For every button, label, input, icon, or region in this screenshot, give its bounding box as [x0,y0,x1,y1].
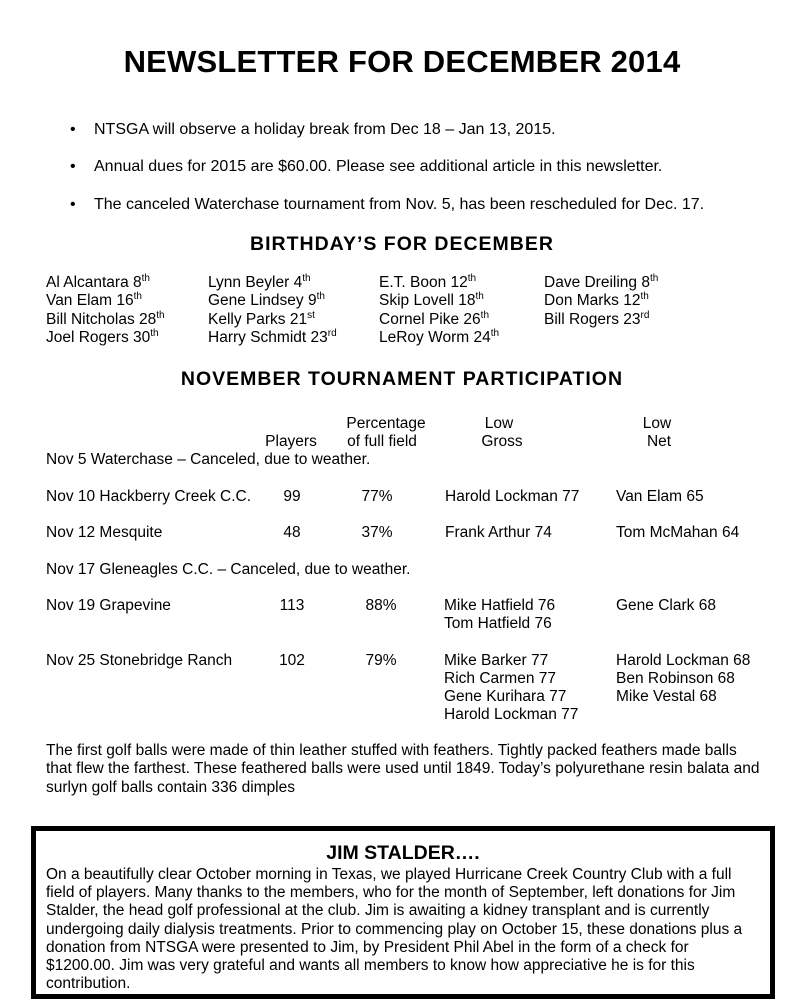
birthday-entry: Dave Dreiling 8th [544,273,659,291]
article-line: Stalder, the head golf professional at the club. Jim is awaiting a kidney transplant and is currently [46,902,710,920]
low-net-player: Gene Clark 68 [616,597,716,614]
announcement-item [70,121,556,139]
low-net-player: Ben Robinson 68 [616,670,735,687]
players-count: 113 [279,597,305,614]
low-gross-player: Mike Hatfield 76 [444,597,556,614]
field-percentage: 77% [361,488,393,505]
low-net-header-line2: Net [646,433,672,450]
birthday-entry: LeRoy Worm 24th [379,328,500,346]
low-gross-player: Tom Hatfield 76 [444,615,552,632]
bullet-icon: • [70,158,76,175]
article-line: field of players. Many thanks to the members, who for the month of September, left donations for Jim [46,884,736,902]
jim-stalder-article [31,826,775,999]
players-count: 102 [279,652,305,669]
birthday-entry: Cornel Pike 26th [379,310,490,328]
players-count: 99 [283,488,301,505]
birthday-entry: Bill Rogers 23rd [544,310,650,328]
tournament-event: Nov 10 Hackberry Creek C.C. [46,488,252,505]
low-gross-header-line2: Gross [481,433,523,450]
newsletter-title: NEWSLETTER FOR DECEMBER 2014 [123,44,681,79]
low-gross-player: Rich Carmen 77 [444,670,556,687]
birthday-entry: Van Elam 16th [46,291,142,309]
low-net-header: Low [642,415,672,432]
article-title: JIM STALDER…. [326,842,480,864]
players-count: 48 [283,524,301,541]
tournament-event: Nov 5 Waterchase – Canceled, due to weather. [46,451,371,468]
birthday-entry: Harry Schmidt 23rd [208,328,337,346]
article-line: undergoing daily dialysis treatments. Prior to commencing play on October 15, these donations plus a [46,920,743,938]
announcement-text: NTSGA will observe a holiday break from Dec 18 – Jan 13, 2015. [94,121,556,138]
announcement-item [70,158,662,176]
announcement-item [70,196,704,214]
birthdays-heading: BIRTHDAY’S FOR DECEMBER [250,233,554,255]
birthday-entry: Don Marks 12th [544,291,649,309]
announcement-text: Annual dues for 2015 are $60.00. Please see additional article in this newsletter. [94,158,663,175]
low-gross-player: Gene Kurihara 77 [444,688,567,705]
low-gross-player: Harold Lockman 77 [444,706,579,723]
tournament-event: Nov 19 Grapevine [46,597,171,614]
players-header: Players [265,433,317,450]
bullet-icon: • [70,121,76,138]
field-percentage: 79% [365,652,397,669]
field-percentage: 37% [361,524,393,541]
article-line: donation from NTSGA were presented to Jim, by President Phil Abel in the form of a check for [46,938,689,956]
birthday-entry: Bill Nitcholas 28th [46,310,165,328]
low-gross-header: Low [484,415,514,432]
low-net-player: Tom McMahan 64 [616,524,740,541]
birthday-entry: Lynn Beyler 4th [208,273,311,291]
birthday-entry: Al Alcantara 8th [46,273,150,291]
birthday-entry: Kelly Parks 21st [208,310,315,328]
article-line: contribution. [46,975,131,993]
low-net-player: Mike Vestal 68 [616,688,717,705]
tournament-heading: NOVEMBER TOURNAMENT PARTICIPATION [180,368,624,390]
tournament-event: Nov 12 Mesquite [46,524,163,541]
golf-ball-fact: The first golf balls were made of thin leather stuffed with feathers. Tightly packed feathers made balls that flew the farthest. These feathered balls were used until 1849. Today’s polyurethane resin balata and surlyn golf balls contain 336 dimples [46,742,760,796]
birthday-entry: Joel Rogers 30th [46,328,159,346]
low-gross-player: Frank Arthur 74 [445,524,552,541]
low-net-player: Harold Lockman 68 [616,652,751,669]
field-percentage: 88% [365,597,397,614]
low-gross-player: Harold Lockman 77 [445,488,580,505]
low-net-player: Van Elam 65 [616,488,704,505]
birthday-entry: Gene Lindsey 9th [208,291,325,309]
tournament-event: Nov 17 Gleneagles C.C. – Canceled, due to weather. [46,561,411,578]
percentage-header: Percentage [346,415,426,432]
announcement-text: The canceled Waterchase tournament from Nov. 5, has been rescheduled for Dec. 17. [94,196,705,213]
percentage-header-line2: of full field [347,433,417,450]
bullet-icon: • [70,196,76,213]
tournament-event: Nov 25 Stonebridge Ranch [46,652,233,669]
article-line: $1200.00. Jim was very grateful and wants all members to know how appreciative he is for this [46,957,695,975]
birthday-entry: E.T. Boon 12th [379,273,477,291]
article-body [46,866,768,993]
birthday-entry: Skip Lovell 18th [379,291,484,309]
article-line: On a beautifully clear October morning in Texas, we played Hurricane Creek Country Club with a full [46,866,732,883]
low-gross-player: Mike Barker 77 [444,652,549,669]
